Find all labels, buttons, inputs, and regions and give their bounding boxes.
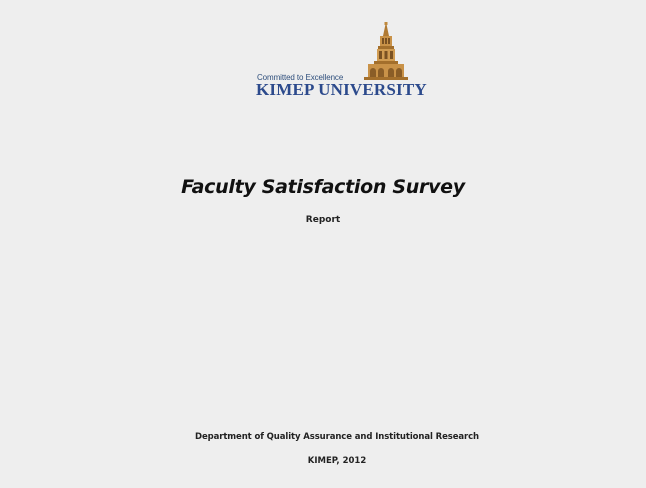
- report-subtitle: Report: [305, 215, 341, 225]
- logo-tagline: Committed to Excellence: [257, 73, 344, 82]
- kimep-logo: [252, 22, 427, 100]
- report-title: Faculty Satisfaction Survey: [181, 176, 465, 198]
- logo-university-name: KIMEP UNIVERSITY: [256, 80, 427, 99]
- department-name: Department of Quality Assurance and Institutional Research: [194, 432, 479, 442]
- publication-info: KIMEP, 2012: [307, 456, 367, 466]
- university-tower-icon: [360, 22, 412, 80]
